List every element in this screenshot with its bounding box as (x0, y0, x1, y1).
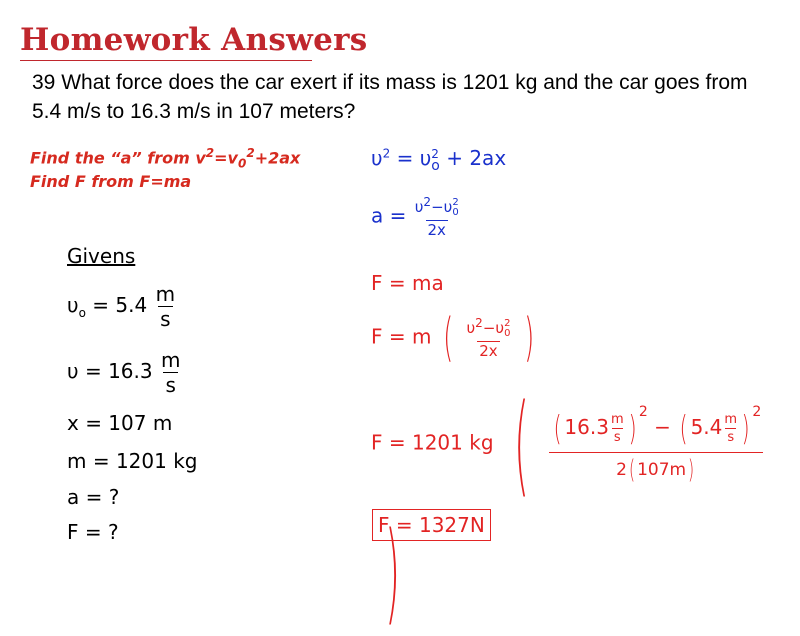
unit-den: s (160, 307, 171, 331)
hint-sub: 0 (237, 156, 247, 171)
paren: ) (688, 454, 695, 485)
accel-equation (371, 196, 461, 238)
force-substitution (371, 308, 539, 368)
den-inner: 107m (637, 459, 687, 480)
v-value: 16.3 (108, 359, 153, 383)
paren: ) (628, 408, 637, 449)
sup-2: 2 (382, 146, 391, 161)
numeric-fraction (549, 405, 763, 483)
upsilon-symbol: υ (419, 146, 432, 170)
hint-sup: 2 (246, 146, 255, 160)
accel-numerator: $\upsilon^2-\upsilon$ 2 0 (414, 195, 459, 218)
unit-den: s (727, 430, 735, 446)
given-x: x = 107 m (67, 411, 173, 435)
accel-lhs: a = (371, 203, 413, 228)
force-numerator: $\upsilon^2-\upsilon$ 2 0 (466, 316, 511, 339)
outer-left-paren: ( (513, 380, 529, 508)
unit-fraction (154, 284, 177, 329)
hint-sup: 2 (205, 146, 215, 160)
hint-text: Find the “a” from v (30, 148, 206, 168)
den-coefficient: 2 (616, 459, 627, 480)
paren: ) (741, 408, 750, 449)
minus-sign: − (654, 415, 678, 440)
question-text: 39 What force does the car exert if its mass is 1201 kg and the car goes from 5.4 m/s to 16.3 m/s in 107 meters? (32, 71, 748, 123)
v0-value: 5.4 (115, 293, 148, 317)
v-initial: 5.4 (690, 415, 723, 440)
given-v0 (67, 284, 177, 329)
kinematic-rhs: + 2ax (446, 146, 507, 170)
answer-box: F = 1327N (372, 509, 491, 541)
given-F: F = ? (67, 520, 119, 544)
force-denominator: 2x (479, 341, 498, 360)
unit-num: m (610, 412, 624, 428)
unit-num: m (160, 348, 181, 372)
paren: ( (553, 408, 562, 449)
upsilon-symbol: υ (67, 293, 79, 317)
unit-fraction (722, 413, 739, 444)
right-paren: ) (523, 308, 535, 368)
paren: ( (628, 454, 636, 485)
unit-fraction (159, 350, 182, 395)
equals-sign: = (396, 146, 420, 170)
hint-text: =v (214, 148, 238, 168)
force-equation: F = ma (371, 271, 444, 295)
force-numeric (371, 380, 800, 636)
sup-2: 2 (431, 146, 439, 161)
v-final: 16.3 (564, 415, 609, 440)
unit-num: m (155, 282, 176, 306)
unit-num: m (724, 412, 738, 428)
numeric-numerator (549, 405, 763, 452)
givens-heading: Givens (67, 244, 136, 268)
force-prefix: F = m (371, 324, 432, 349)
equals-sign: = (84, 359, 109, 383)
force-numeric-prefix: F = 1201 kg (371, 430, 494, 455)
page-title: Homework Answers (20, 22, 368, 58)
kinematic-equation (371, 146, 506, 172)
hint-line-1 (30, 146, 300, 171)
paren: ( (679, 408, 688, 449)
force-fraction (464, 317, 512, 359)
sub-o: o (78, 306, 86, 320)
unit-den: s (613, 430, 621, 446)
numeric-denominator (549, 452, 763, 483)
sup-sub-stack (431, 148, 440, 172)
outer-right-paren: ) (384, 508, 400, 636)
hint-line-2: Find F from F=ma (30, 172, 192, 191)
hint-text: +2ax (254, 148, 301, 168)
sub-o: o (431, 157, 440, 174)
left-paren: ( (442, 308, 454, 368)
unit-den: s (165, 373, 176, 397)
upsilon-symbol: υ (67, 359, 79, 383)
given-v (67, 350, 182, 395)
given-m: m = 1201 kg (67, 449, 198, 473)
sup-2: 2 (638, 404, 648, 421)
title-underline (20, 60, 312, 61)
accel-denominator: 2x (427, 220, 446, 239)
sup-2: 2 (752, 404, 762, 421)
given-a: a = ? (67, 485, 120, 509)
unit-fraction (609, 413, 626, 444)
accel-fraction (413, 196, 461, 238)
upsilon-symbol: υ (371, 146, 383, 170)
equals-sign: = (92, 293, 116, 317)
